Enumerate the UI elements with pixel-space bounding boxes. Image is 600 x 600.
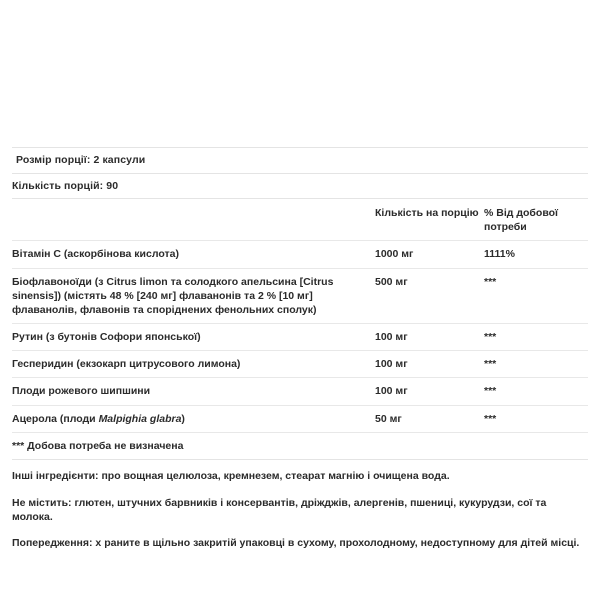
table-row bbox=[12, 405, 588, 432]
table-row bbox=[12, 241, 588, 268]
column-header-daily-value: % Від добової потреби bbox=[484, 199, 588, 241]
table-header bbox=[12, 199, 588, 241]
table-row bbox=[12, 378, 588, 405]
nutrient-daily-value: *** bbox=[484, 324, 588, 351]
nutrient-scientific-name: Malpighia glabra bbox=[98, 412, 182, 425]
column-header-amount-per-serving: Кількість на порцію bbox=[375, 199, 484, 241]
nutrient-amount: 1000 мг bbox=[375, 241, 484, 268]
daily-value-footnote: *** Добова потреба не визначена bbox=[12, 439, 184, 452]
nutrient-amount: 500 мг bbox=[375, 268, 484, 324]
column-header-nutrient bbox=[12, 199, 375, 241]
table-row bbox=[12, 324, 588, 351]
table-header-row bbox=[12, 199, 588, 241]
nutrient-daily-value: 1111% bbox=[484, 241, 588, 268]
table-row bbox=[12, 268, 588, 324]
nutrient-name-suffix: ) bbox=[181, 412, 185, 425]
nutrient-name: Рутин (з бутонів Софори японської) bbox=[12, 324, 375, 351]
nutrient-amount: 100 мг bbox=[375, 351, 484, 378]
nutrient-name: Гесперидин (екзокарп цитрусового лимона) bbox=[12, 351, 375, 378]
nutrient-name: Біофлавоноїди (з Citrus limon та солодкого апельсина [Citrus sinensis]) (містять 48 % [240 мг] флаванонів та 2 % [10 мг] флаванолів, флавонів та споріднених фенольних сполук) bbox=[12, 268, 375, 324]
table-row bbox=[12, 351, 588, 378]
nutrient-amount: 100 мг bbox=[375, 324, 484, 351]
serving-size-line: Розмір порції: 2 капсули bbox=[16, 154, 146, 166]
nutrient-name: Вітамін С (аскорбінова кислота) bbox=[12, 241, 375, 268]
nutrient-amount: 100 мг bbox=[375, 378, 484, 405]
supplement-facts-table bbox=[12, 199, 588, 433]
nutrient-amount: 50 мг bbox=[375, 405, 484, 432]
warning-note: Попередження: х раните в щільно закритій упаковці в сухому, прохолодному, недоступному для дітей місці. bbox=[12, 537, 580, 550]
servings-per-container-line: Кількість порцій: 90 bbox=[12, 179, 119, 192]
notes-section bbox=[12, 460, 588, 551]
nutrient-daily-value: *** bbox=[484, 351, 588, 378]
top-spacer bbox=[12, 0, 588, 147]
nutrient-daily-value: *** bbox=[484, 268, 588, 324]
nutrient-daily-value: *** bbox=[484, 378, 588, 405]
nutrient-name: Плоди рожевого шипшини bbox=[12, 378, 375, 405]
table-body bbox=[12, 241, 588, 432]
free-from-note: Не містить: глютен, штучних барвників і консервантів, дріжджів, алергенів, пшениці, кукурудзи, сої та молока. bbox=[12, 496, 547, 523]
nutrient-name bbox=[12, 405, 375, 432]
nutrient-name-prefix: Ацерола (плоди bbox=[12, 412, 99, 425]
other-ingredients-note: Інші інгредієнти: про вощная целюлоза, кремнезем, стеарат магнію і очищена вода. bbox=[12, 470, 450, 483]
nutrient-daily-value: *** bbox=[484, 405, 588, 432]
